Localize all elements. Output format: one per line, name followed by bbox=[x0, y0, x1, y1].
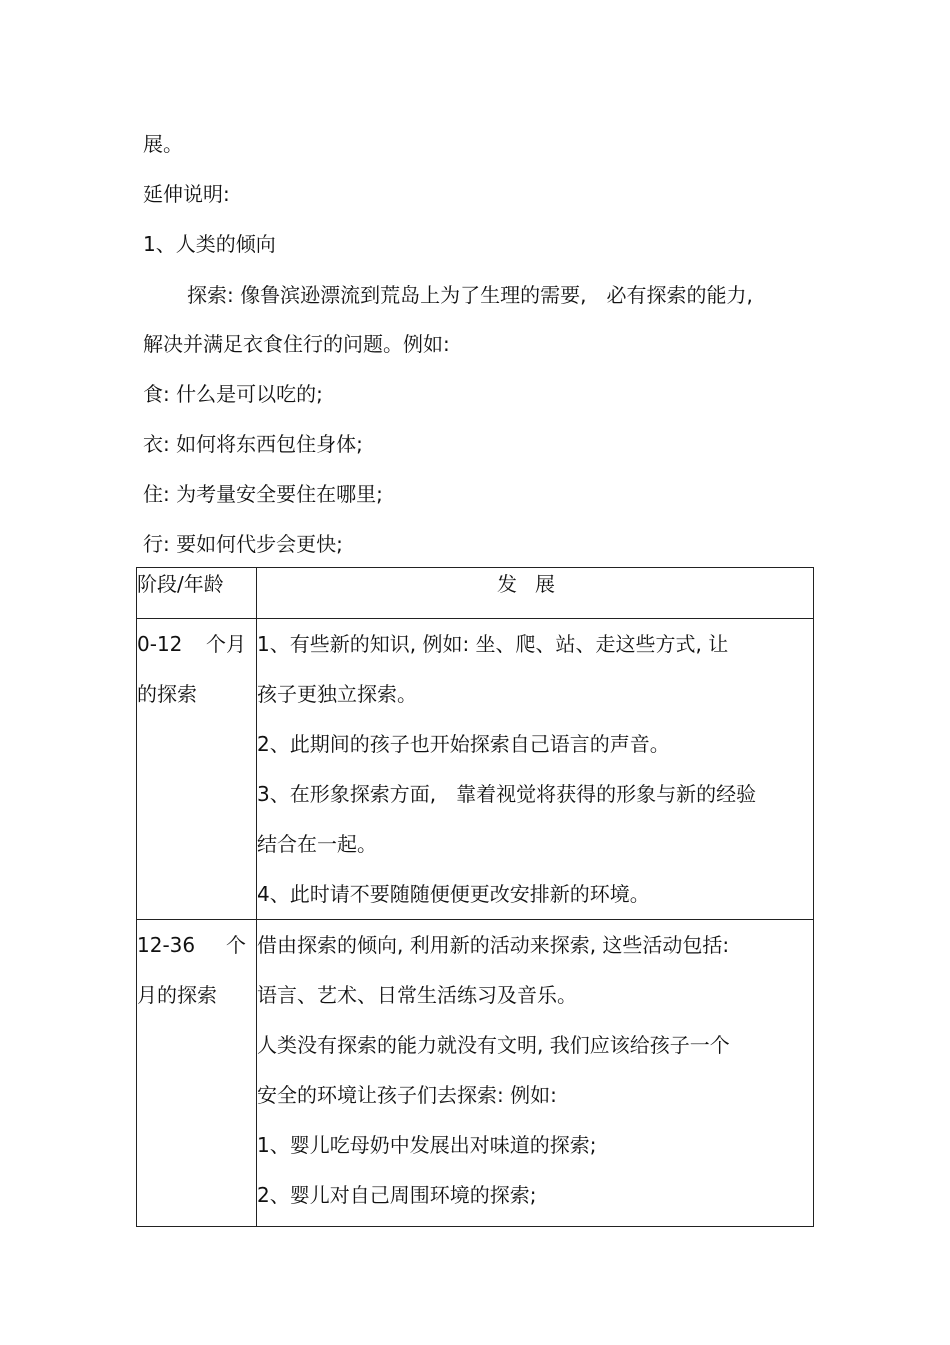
stage-range: 12-36 bbox=[137, 933, 196, 957]
stage-range: 0-12 bbox=[137, 632, 183, 656]
clothing-item: 衣: 如何将东西包住身体; bbox=[143, 432, 363, 456]
development-cell bbox=[257, 619, 814, 920]
development-line: 2、婴儿对自己周围环境的探索; bbox=[257, 1183, 537, 1207]
development-line: 4、此时请不要随随便便更改安排新的环境。 bbox=[257, 882, 650, 906]
stage-label-line2: 的探索 bbox=[137, 682, 197, 706]
development-line: 安全的环境让孩子们去探索: 例如: bbox=[257, 1083, 557, 1107]
table-row bbox=[137, 920, 814, 1227]
development-line: 2、此期间的孩子也开始探索自己语言的声音。 bbox=[257, 732, 670, 756]
explore-paragraph-line1: 探索: 像鲁滨逊漂流到荒岛上为了生理的需要, 必有探索的能力, bbox=[187, 283, 753, 307]
development-table bbox=[136, 567, 814, 1227]
stage-cell bbox=[137, 920, 257, 1227]
header-development-cell bbox=[257, 568, 814, 619]
section-title: 1、人类的倾向 bbox=[143, 232, 276, 256]
header-stage: 阶段/年龄 bbox=[137, 572, 224, 596]
stage-label-line1 bbox=[137, 920, 256, 970]
development-line: 借由探索的倾向, 利用新的活动来探索, 这些活动包括: bbox=[257, 933, 730, 957]
development-line: 1、有些新的知识, 例如: 坐、爬、站、走这些方式, 让 bbox=[257, 632, 729, 656]
development-line: 结合在一起。 bbox=[257, 832, 377, 856]
table-row bbox=[137, 619, 814, 920]
food-item: 食: 什么是可以吃的; bbox=[143, 382, 323, 406]
stage-unit: 个 bbox=[226, 933, 246, 957]
table-header-row bbox=[137, 568, 814, 619]
stage-unit: 个月 bbox=[206, 632, 246, 656]
stage-label-line2: 月的探索 bbox=[137, 983, 217, 1007]
development-line: 3、在形象探索方面, 靠着视觉将获得的形象与新的经验 bbox=[257, 782, 757, 806]
stage-cell bbox=[137, 619, 257, 920]
transport-item: 行: 要如何代步会更快; bbox=[143, 532, 343, 556]
development-line: 1、婴儿吃母奶中发展出对味道的探索; bbox=[257, 1133, 597, 1157]
development-cell bbox=[257, 920, 814, 1227]
extension-heading: 延伸说明: bbox=[143, 182, 230, 206]
header-development: 发展 bbox=[497, 572, 573, 596]
development-line: 语言、艺术、日常生活练习及音乐。 bbox=[257, 983, 577, 1007]
explore-paragraph-line2: 解决并满足衣食住行的问题。例如: bbox=[143, 332, 450, 356]
stage-label-line1 bbox=[137, 619, 256, 669]
housing-item: 住: 为考量安全要住在哪里; bbox=[143, 482, 383, 506]
development-line: 孩子更独立探索。 bbox=[257, 682, 417, 706]
continuation-text: 展。 bbox=[143, 132, 183, 156]
development-line: 人类没有探索的能力就没有文明, 我们应该给孩子一个 bbox=[257, 1033, 730, 1057]
header-stage-cell bbox=[137, 568, 257, 619]
